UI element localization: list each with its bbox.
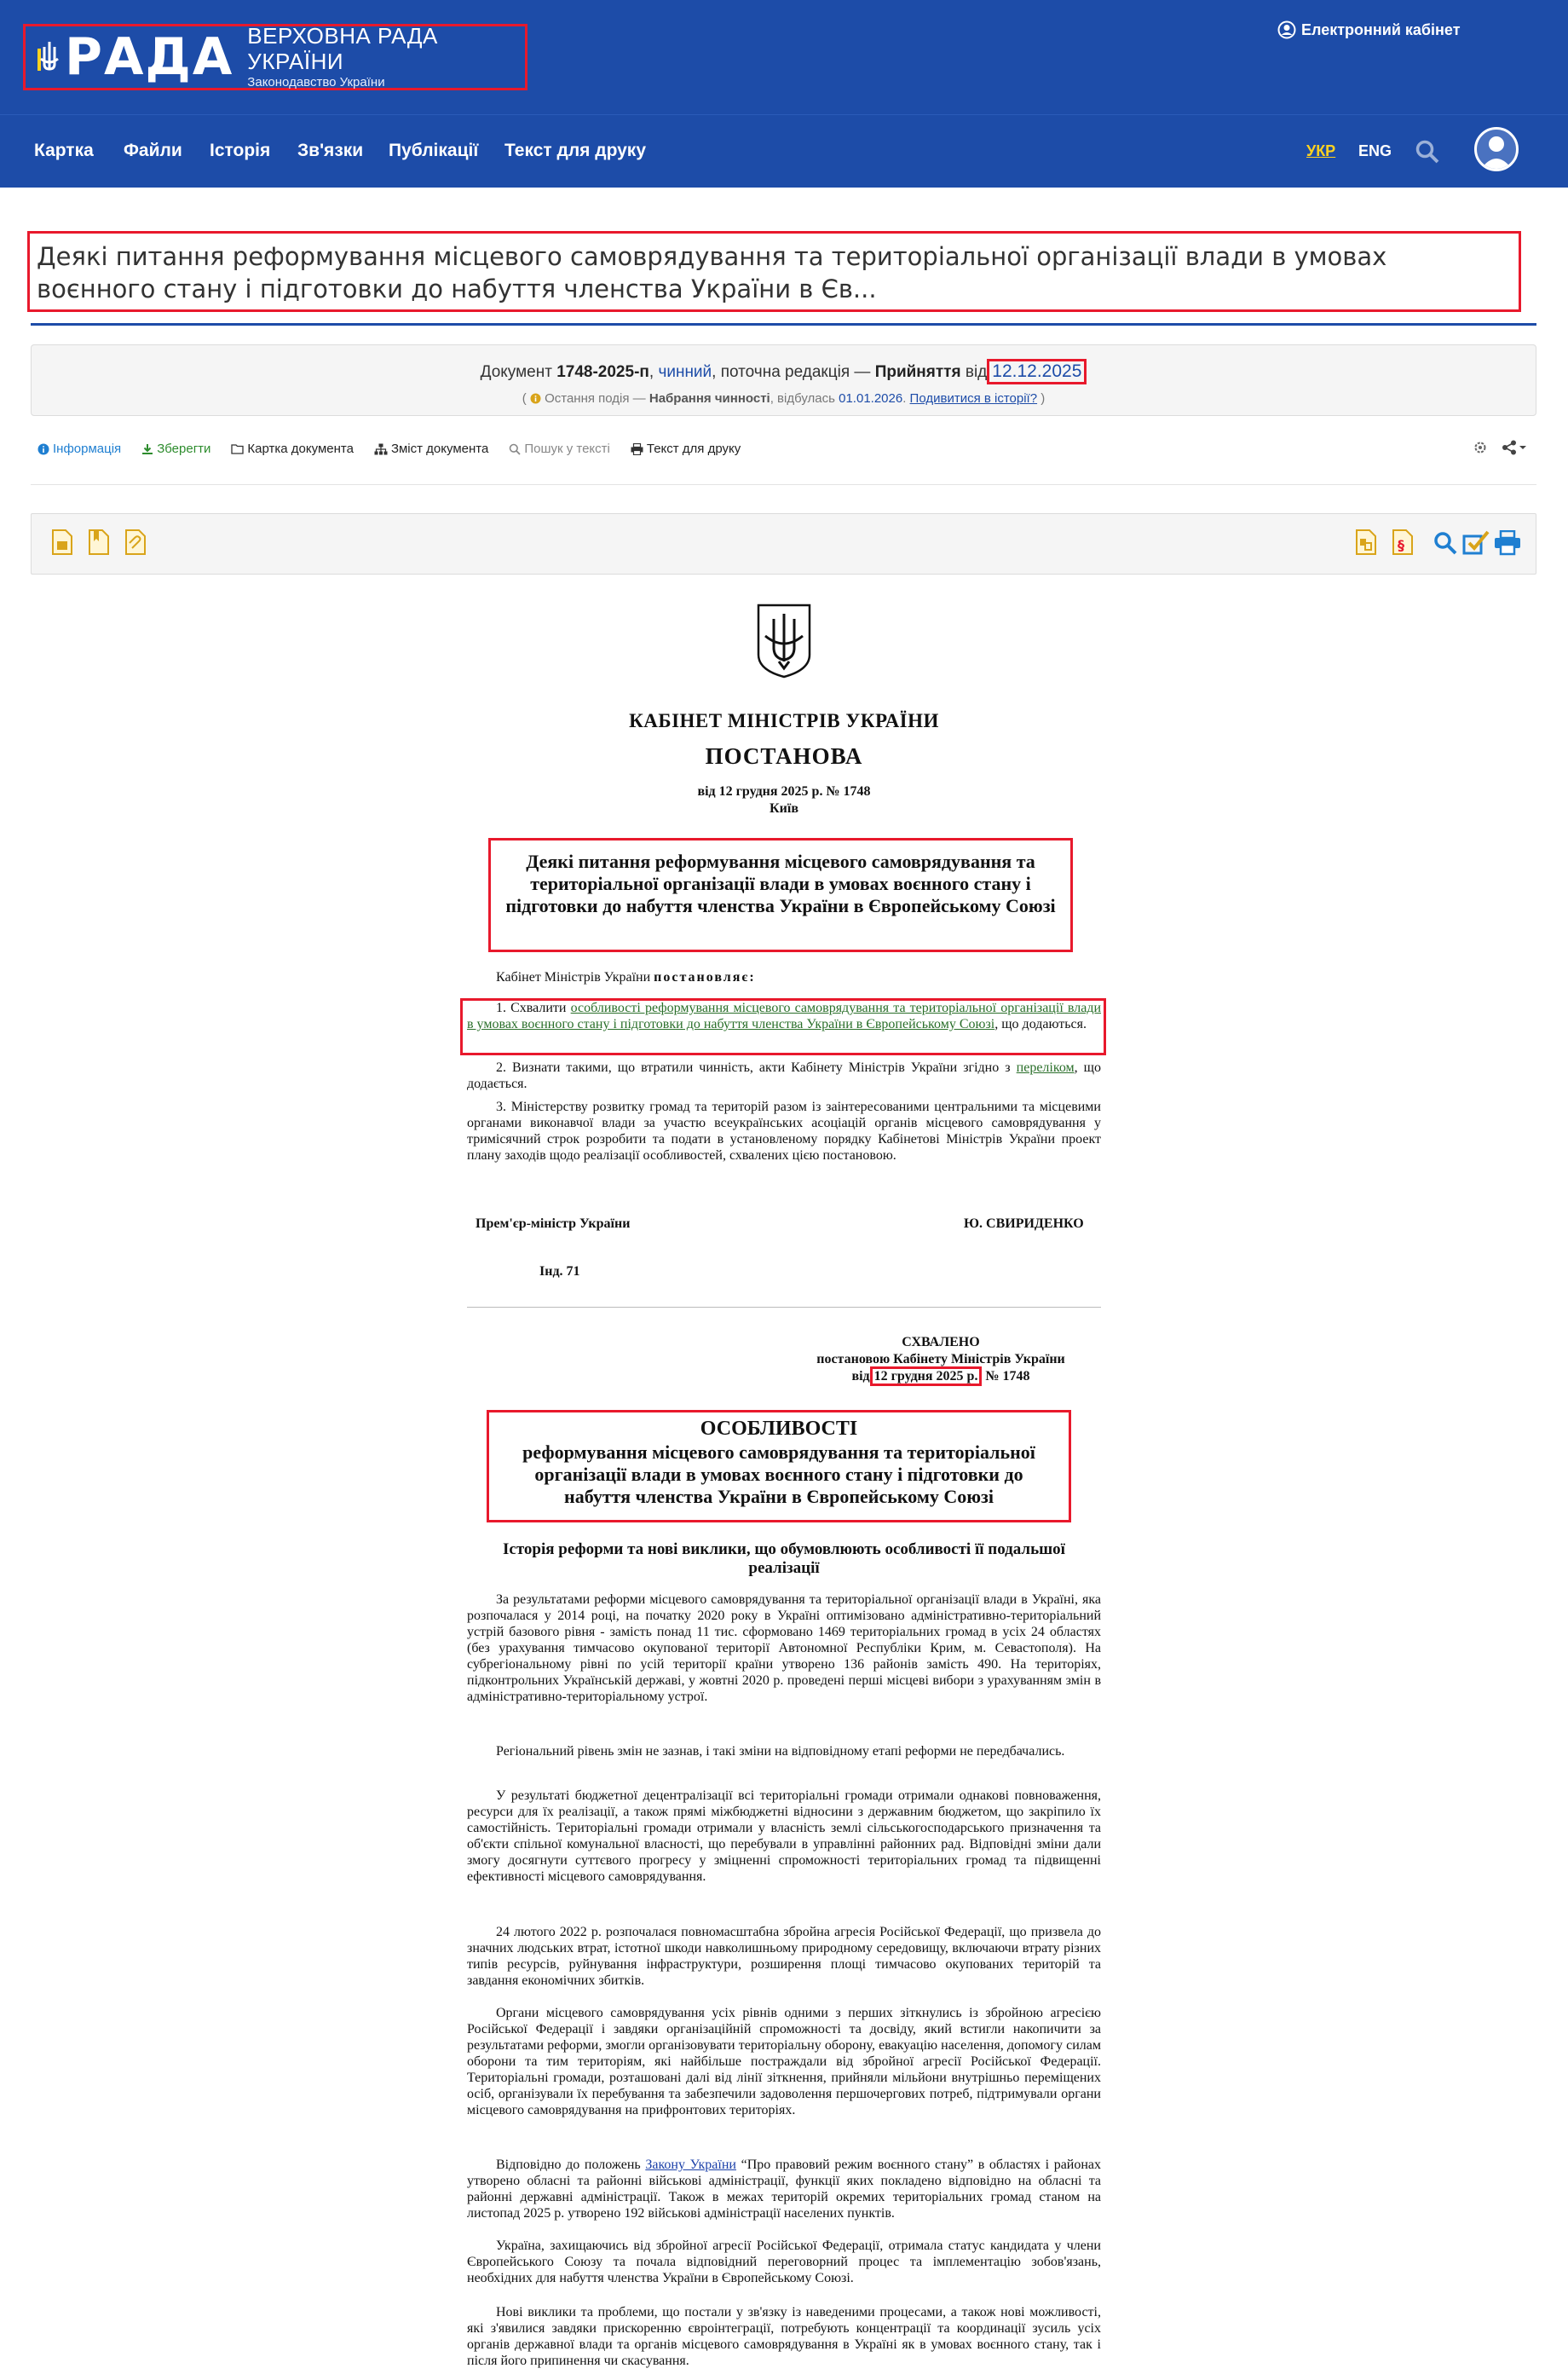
signature-title: Прем'єр-міністр України: [476, 1216, 631, 1231]
tab-print[interactable]: [631, 442, 741, 456]
tab-save[interactable]: [141, 442, 210, 456]
lang-ukr[interactable]: УКР: [1306, 142, 1336, 159]
brand-word: РАДА: [65, 27, 234, 87]
nav-files[interactable]: Файли: [124, 141, 182, 160]
printer-icon[interactable]: [1494, 530, 1521, 560]
preamble-text: Кабінет Міністрів України: [496, 970, 651, 985]
clause-1-start: 1. Схвалити: [496, 1001, 567, 1015]
approved-from: від: [851, 1369, 870, 1384]
bookmark-icon[interactable]: [85, 528, 112, 561]
signature-name: Ю. СВИРИДЕНКО: [964, 1216, 1084, 1231]
compare-document-icon[interactable]: [1352, 528, 1380, 561]
toolbar-divider: [31, 484, 1536, 485]
gear-icon[interactable]: [1473, 440, 1488, 455]
brand-title: ВЕРХОВНА РАДА УКРАЇНИ: [247, 23, 438, 74]
resolution-title: Деякі питання реформування місцевого самоврядування та територіальної організації влади в умовах воєнного стану і підготовки до набуття членства України в Європейському Союзі: [488, 838, 1073, 952]
status-link[interactable]: чинний: [658, 363, 712, 381]
clause-1-end: , що додаються.: [994, 1017, 1087, 1031]
page-title: Деякі питання реформування місцевого самоврядування та територіальної організації влади в умовах воєнного стану і підготовки до набуття членства України в Єв...: [37, 242, 1387, 303]
tab-contents-label: Зміст документа: [390, 442, 489, 456]
repealed-list-link[interactable]: переліком: [1016, 1060, 1075, 1075]
document-kind: ПОСТАНОВА: [705, 743, 863, 769]
features-subtitle: реформування місцевого самоврядування та територіальної організації влади в умовах воєнного стану і підготовки до набуття членства України в Європейському Союзі: [522, 1441, 1035, 1507]
nav-links[interactable]: Зв'язки: [297, 141, 364, 160]
brand-subtitle: Законодавство України: [247, 75, 385, 90]
tab-search[interactable]: [509, 442, 610, 456]
paragraph: Органи місцевого самоврядування усіх рівнів одними з перших зіткнулись із збройною агресією Російської Федерації і завдяки організаційній спроможності та досвіду, який встигли накопичити за результатами реформи, змогли організовувати територіальну оборону, евакуацію населення, допомогу силам оборони та тим територіям, які найбільше постраждали від збройної агресії Російської Федерації. Територіальні громади, розташовані далі від лінії зіткнення, прийняли мільйони внутрішньо переміщених осіб, організували їх перебування та забезпечили задоволення першочергових потреб, підтримували органи місцевого самоврядування на прифронтових територіях.: [467, 2006, 1101, 2117]
tab-search-label: Пошук у тексті: [524, 442, 610, 456]
clause-1: [467, 1000, 1101, 1032]
clause-2-start: 2. Визнати такими, що втратили чинність, акти Кабінету Міністрів України згідно з: [496, 1060, 1011, 1075]
nav-history[interactable]: Історія: [210, 141, 271, 160]
preamble: [467, 969, 1101, 985]
info-from: від: [965, 363, 988, 381]
approved-by: постановою Кабінету Міністрів України: [816, 1352, 1065, 1366]
law-link[interactable]: Закону України: [645, 2158, 736, 2172]
tab-card[interactable]: [231, 442, 354, 456]
site-logo[interactable]: [23, 24, 527, 90]
event-name: Прийняття: [874, 363, 961, 381]
approved-date-line: [770, 1369, 1111, 1384]
paragraph-last: Нові виклики та проблеми, що постали у зв'язку із наведеними процесами, а також нові можливості, які з'явилися завдяки прискоренню євроінтеграції, потребують концентрації та координації зусиль усіх органів державної влади та органів місцевого самоврядування в Україні як в умовах воєнного стану, так і після його припинення чи скасування.: [467, 2305, 1101, 2368]
paragraph: Регіональний рівень змін не зазнав, і такі зміни на відповідному етапі реформи не передбачались.: [496, 1744, 1065, 1759]
preamble-decree: постановляє:: [654, 970, 756, 985]
tab-info[interactable]: [37, 442, 121, 456]
last-event: Набрання чинності: [649, 391, 770, 406]
folder-icon: [231, 443, 244, 454]
lang-eng[interactable]: ENG: [1358, 142, 1392, 159]
history-link[interactable]: Подивитися в історії?: [909, 391, 1038, 406]
document-date-number: від 12 грудня 2025 р. № 1748: [697, 784, 871, 799]
document-icon-toolbar: [31, 513, 1536, 575]
sitemap-icon: [374, 443, 388, 455]
index-number: Інд. 71: [539, 1264, 580, 1279]
tab-info-label: Інформація: [53, 442, 122, 456]
share-icon[interactable]: [1502, 440, 1529, 455]
paragraph-law: [467, 2157, 1101, 2221]
happened-label: , відбулась: [770, 391, 835, 406]
document-city: Київ: [770, 801, 798, 816]
approved-number: № 1748: [985, 1369, 1030, 1384]
features-title-box: [487, 1410, 1071, 1522]
section-heading: Історія реформи та нові виклики, що обумовлюють особливості її подальшої реалізації: [503, 1540, 1065, 1577]
main-nav: [0, 114, 1568, 188]
cabinet-link[interactable]: [1277, 20, 1461, 39]
avatar-icon[interactable]: [1474, 127, 1519, 171]
info-middle: , поточна редакція —: [712, 363, 871, 381]
printer-icon: [631, 443, 643, 455]
nav-print-text[interactable]: Текст для друку: [504, 141, 647, 160]
tab-save-label: Зберегти: [157, 442, 211, 456]
paragraph-eu: Україна, захищаючись від збройної агресії Російської Федерації, отримала статус кандидата у члени Європейського Союзу та почала відповідний переговорний процес та імплементацію зобов'язань, необхідних для набуття членства України в Європейському Союзі.: [467, 2238, 1101, 2285]
last-event-date[interactable]: 01.01.2026: [839, 391, 903, 406]
search-icon[interactable]: [1415, 139, 1440, 169]
approved-label: СХВАЛЕНО: [902, 1335, 980, 1349]
features-link[interactable]: особливості реформування місцевого самоврядування та територіальної організації влади в умовах воєнного стану і підготовки до набуття членства України в Європейському Союзі: [467, 1001, 1102, 1031]
document-info-panel: Документ 1748-2025-п, чинний, поточна редакція — Прийняття від 12.12.2025 ( Остання подія — Набрання чинності, відбулась 01.01.2026. Подивитися в історії? ): [31, 344, 1536, 416]
doc-number: 1748-2025-п: [556, 363, 649, 381]
paragraph: 24 лютого 2022 р. розпочалася повномасштабна збройна агресія Російської Федерації, що призвела до значних людських втрат, істотної шкоди навколишньому природному середовищу, включаючи втрату різних типів ресурсів, руйнування інфраструктури, розширення площі тимчасово окупованих територій та завдання економічних збитків.: [467, 1925, 1101, 1988]
tab-print-label: Текст для друку: [646, 442, 741, 456]
site-header: [0, 0, 1568, 114]
law-text-end: “Про правовий режим воєнного стану” в областях і районах утворено обласні та районні військові адміністрації, функції яких покладено відповідно на обласні та районні державні адміністрації. Також в межах територій окремих територіальних громад станом на листопад 2025 р. утворено 192 військові адміністрації населених пунктів.: [467, 2158, 1102, 2221]
last-event-label: Остання подія —: [545, 391, 646, 406]
search-icon: [509, 443, 521, 455]
download-icon: [141, 443, 153, 455]
info-icon: [37, 443, 49, 455]
adoption-date[interactable]: 12.12.2025: [987, 359, 1087, 384]
features-heading: ОСОБЛИВОСТІ: [700, 1418, 858, 1440]
search-icon[interactable]: [1433, 531, 1457, 559]
clause-2-end: , що додається.: [467, 1060, 1101, 1091]
clause-3: 3. Міністерству розвитку громад та територій разом із заінтересованими центральними та місцевими органами виконавчої влади за участю всеукраїнських асоціацій органів місцевого самоврядування у тримісячний строк розробити та подати в установленому порядку Кабінетові Міністрів України проект плану заходів щодо реалізації особливостей, схвалених цією постановою.: [467, 1100, 1101, 1163]
nav-publications[interactable]: Публікації: [389, 141, 479, 160]
approved-date: 12 грудня 2025 р.: [870, 1366, 983, 1386]
paragraph: За результатами реформи місцевого самоврядування та територіальної організації влади в Україні, яка розпочалася у 2014 році, на початку 2020 року в Україні оптимізовано адміністративно-територіальний устрій базового рівня - замість понад 11 тис. сформовано 1469 територіальних громад в усіх 24 областях (без урахування тимчасово окупованої території Автономної Республіки Крим, м. Севастополя). На субрегіональному рівні по усій території країни утворено 136 районів замість 490. На територіях, підконтрольних Українській державі, у жовтні 2020 р. проведені перші місцеві вибори з урахуванням змін в адміністративно-територіальному устрої.: [467, 1592, 1101, 1704]
check-icon[interactable]: [1462, 529, 1490, 559]
section-icon[interactable]: [1389, 528, 1416, 561]
tab-contents[interactable]: [374, 442, 488, 456]
title-divider: [31, 323, 1536, 326]
paragraph: У результаті бюджетної децентралізації всі територіальні громади отримали однакові повноваження, ресурси для їх реалізації, а також прямі міжбюджетні відносини з державним бюджетом, що закріпило їх самостійність. Територіальні громади отримали у власність землі сільськогосподарського призначення та об'єкти спільної комунальної власності, що перебували в управлінні районних рад. Відповідні зміни дали змогу досягнути суттєвого прогресу у зміцненні спроможності територіальних громад та підвищенні ефективності місцевого самоврядування.: [467, 1788, 1101, 1884]
coat-of-arms-icon: [755, 602, 813, 683]
organization-name: КАБІНЕТ МІНІСТРІВ УКРАЇНИ: [629, 710, 939, 731]
nav-card[interactable]: Картка: [34, 141, 94, 160]
cabinet-label: Електронний кабінет: [1301, 20, 1461, 38]
attachment-icon[interactable]: [122, 528, 149, 561]
info-prefix: Документ: [480, 363, 552, 381]
document-star-icon[interactable]: [49, 528, 76, 561]
svg-text:§: §: [1398, 537, 1404, 553]
clause-2: [467, 1060, 1101, 1092]
info-circle-icon: [530, 393, 541, 404]
document-title-box: [27, 231, 1521, 312]
trident-icon: [37, 40, 61, 74]
user-circle-icon: [1277, 20, 1296, 39]
document-tabs: [37, 442, 761, 456]
law-text-start: Відповідно до положень: [496, 2158, 641, 2172]
document-divider: [467, 1307, 1101, 1308]
tab-card-label: Картка документа: [247, 442, 354, 456]
